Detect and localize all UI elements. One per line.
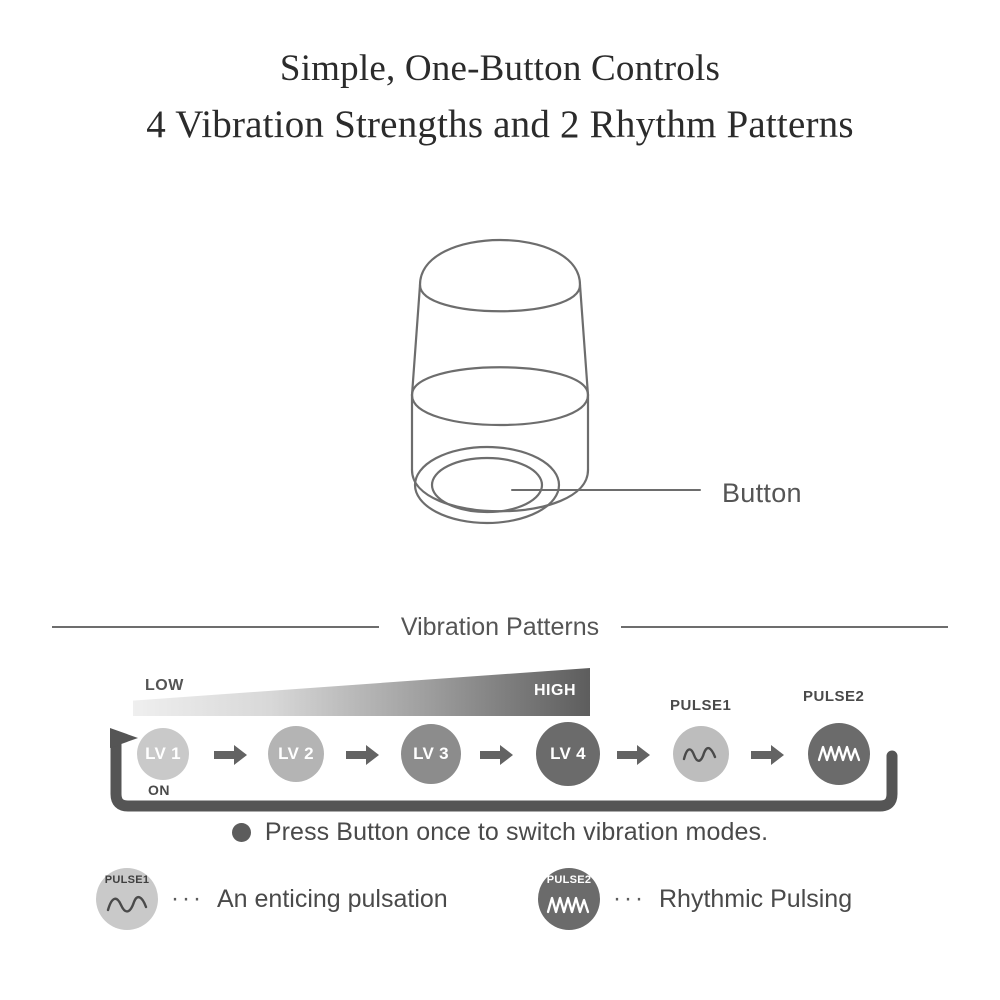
mode-node-lv2[interactable] — [268, 726, 324, 782]
note-text: Press Button once to switch vibration modes. — [264, 818, 769, 846]
mode-node-lv3[interactable] — [401, 724, 461, 784]
on-label: ON — [148, 782, 170, 798]
section-divider — [52, 612, 948, 642]
pulse2-tag: PULSE2 — [803, 688, 865, 705]
flow-arrow-5 — [751, 744, 785, 766]
device-mid-ellipse-back — [412, 367, 588, 395]
legend-item-pulse2 — [538, 868, 852, 930]
mode-node-lv2-label: LV 2 — [278, 744, 314, 763]
device-top-ellipse — [420, 285, 580, 311]
device-dome-outline — [420, 240, 580, 285]
pulse1-wave-icon — [681, 743, 721, 765]
pulse2-wave-icon — [816, 742, 862, 766]
device-left-side-upper — [412, 285, 420, 395]
legend-dots-1: ··· — [171, 885, 204, 912]
device-mid-ellipse-front — [412, 395, 588, 425]
note-row — [0, 818, 1000, 847]
legend-item-pulse1 — [96, 868, 448, 930]
mode-node-lv4[interactable] — [536, 722, 600, 786]
flow-arrow-3 — [480, 744, 514, 766]
mode-node-lv1[interactable] — [137, 728, 189, 780]
product-drawing — [0, 180, 1000, 580]
legend-badge-pulse1-tag: PULSE1 — [104, 874, 150, 886]
page-title-line-2: 4 Vibration Strengths and 2 Rhythm Patterns — [146, 103, 854, 147]
mode-node-lv3-label: LV 3 — [413, 744, 449, 763]
section-title: Vibration Patterns — [400, 612, 600, 641]
mode-node-pulse1[interactable] — [673, 726, 729, 782]
legend-badge-pulse1 — [96, 868, 158, 930]
legend-text-2: Rhythmic Pulsing — [658, 884, 853, 913]
note-bullet-icon — [232, 823, 251, 842]
divider-line-right — [621, 626, 948, 628]
mode-node-lv4-label: LV 4 — [550, 744, 586, 763]
flow-arrow-1 — [214, 744, 248, 766]
legend-badge-pulse2-tag: PULSE2 — [546, 874, 592, 886]
device-right-side-upper — [580, 285, 588, 395]
vibration-mode-row — [0, 718, 1000, 788]
flow-arrow-4 — [617, 744, 651, 766]
divider-line-left — [52, 626, 379, 628]
legend-dots-2: ··· — [613, 885, 646, 912]
mode-node-lv1-label: LV 1 — [145, 744, 181, 763]
legend-text-1: An enticing pulsation — [216, 884, 448, 913]
pulse1-tag: PULSE1 — [670, 697, 732, 714]
product-illustration — [0, 180, 1000, 580]
legend-badge-pulse2 — [538, 868, 600, 930]
page-title-line-1: Simple, One-Button Controls — [279, 48, 721, 89]
button-callout-label: Button — [722, 478, 802, 508]
flow-arrow-2 — [346, 744, 380, 766]
heading-block — [0, 46, 1000, 151]
gradient-high-label: HIGH — [534, 682, 576, 699]
gradient-low-label: LOW — [145, 677, 184, 694]
mode-node-pulse2[interactable] — [808, 723, 870, 785]
gradient-triangle — [133, 668, 590, 716]
button-inner-ring — [432, 458, 542, 512]
legend — [0, 868, 1000, 948]
strength-gradient-bar — [133, 668, 590, 716]
